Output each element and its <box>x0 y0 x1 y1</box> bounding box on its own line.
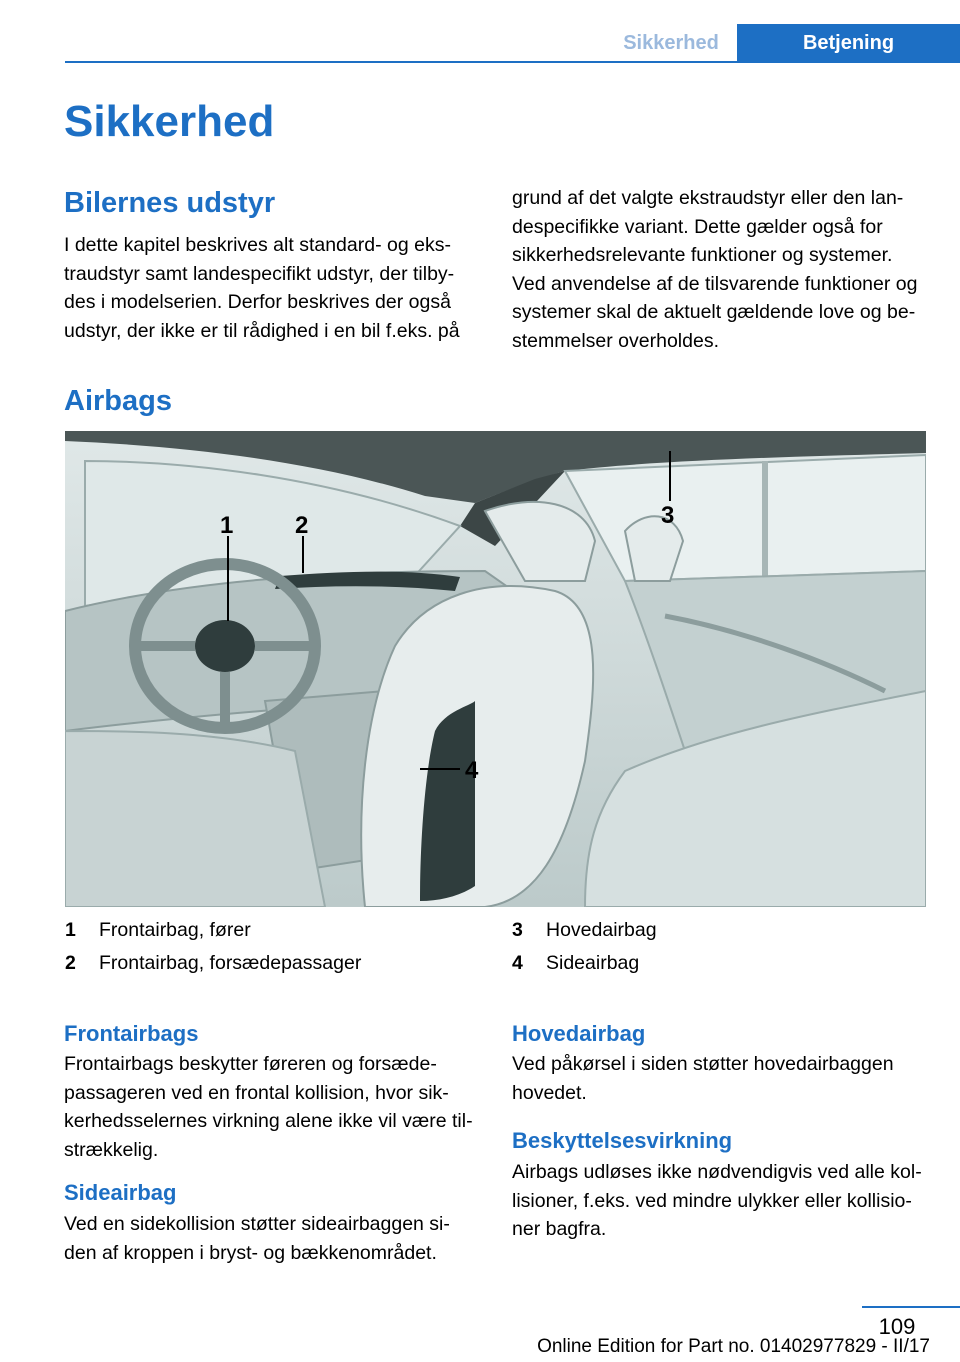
text-line: systemer skal de aktuelt gældende love og be‐ <box>512 301 916 323</box>
legend-text: Frontairbag, forsædepassager <box>99 952 362 974</box>
text-line: kerhedsselernes virkning alene ikke vil være til‐ <box>64 1110 473 1132</box>
car-interior-drawing <box>65 431 926 907</box>
legend-number: 2 <box>65 952 76 974</box>
text-line: Ved påkørsel i siden støtter hovedairbaggen <box>512 1053 894 1075</box>
text-line: passageren ved en frontal kollision, hvor sik‐ <box>64 1081 449 1104</box>
hovedairbag-text <box>512 1050 894 1107</box>
text-line: grund af det valgte ekstraudstyr eller den lan‐ <box>512 187 904 209</box>
text-line: traudstyr samt landespecifikt udstyr, der tilby‐ <box>64 262 455 285</box>
heading-bilernes-udstyr: Bilernes udstyr <box>64 187 276 219</box>
heading-beskyttelsesvirkning: Beskyttelsesvirkning <box>512 1128 733 1153</box>
page-title: Sikkerhed <box>64 97 275 146</box>
callout-label-4: 4 <box>465 757 479 784</box>
text-line: I dette kapitel beskrives alt standard- og eks‐ <box>64 234 451 256</box>
text-line: sikkerhedsrelevante funktioner og systemer. <box>512 244 893 266</box>
equipment-text-col1 <box>64 231 460 345</box>
callout-label-1: 1 <box>220 512 234 539</box>
side-window <box>565 455 926 581</box>
legend-number: 4 <box>512 952 523 974</box>
equipment-text-col2 <box>512 184 917 355</box>
text-line: Ved en sidekollision støtter sideairbaggen si‐ <box>64 1213 450 1235</box>
legend-number: 1 <box>65 919 76 941</box>
legend-text: Sideairbag <box>546 952 640 974</box>
footer-rule <box>862 1306 960 1308</box>
text-line: despecifikke variant. Dette gælder også for <box>512 215 883 238</box>
beskyttelse-text <box>512 1158 922 1244</box>
text-line: Frontairbags beskytter føreren og forsæde‐ <box>64 1053 437 1075</box>
legend-right <box>512 914 657 980</box>
heading-airbags: Airbags <box>64 385 172 417</box>
airbag-illustration <box>65 431 926 907</box>
text-line: des i modelserien. Derfor beskrives der også <box>64 291 451 313</box>
heading-hovedairbag: Hovedairbag <box>512 1021 646 1046</box>
tab-betjening[interactable]: Betjening <box>737 24 960 62</box>
legend-text: Frontairbag, fører <box>99 919 251 941</box>
legend-left <box>65 914 361 980</box>
text-line: strækkelig. <box>64 1138 159 1161</box>
text-line: Ved anvendelse af de tilsvarende funktioner og <box>512 272 918 295</box>
heading-frontairbags: Frontairbags <box>64 1021 199 1046</box>
legend-item <box>65 914 361 947</box>
text-line: hovedet. <box>512 1081 587 1104</box>
legend-item <box>65 947 361 980</box>
text-line: Airbags udløses ikke nødvendigvis ved alle kol‐ <box>512 1161 922 1183</box>
legend-number: 3 <box>512 919 523 941</box>
text-line: ner bagfra. <box>512 1218 607 1240</box>
heading-sideairbag: Sideairbag <box>64 1180 177 1205</box>
header-rule <box>65 61 960 63</box>
tab-sikkerhed[interactable]: Sikkerhed <box>623 32 719 54</box>
driver-airbag-highlight <box>195 620 255 672</box>
edition-footer: Online Edition for Part no. 01402977829 - II/17 <box>537 1336 930 1357</box>
text-line: stemmelser overholdes. <box>512 329 719 352</box>
text-line: lisioner, f.eks. ved mindre ulykker eller kollisio‐ <box>512 1189 912 1212</box>
floor <box>65 731 325 907</box>
callout-label-3: 3 <box>661 502 675 529</box>
text-line: udstyr, der ikke er til rådighed i en bil f.eks. på <box>64 319 460 342</box>
page-header <box>0 0 960 62</box>
sideairbag-text <box>64 1210 450 1267</box>
frontairbags-text <box>64 1050 473 1164</box>
legend-item <box>512 947 657 980</box>
legend-text: Hovedairbag <box>546 919 657 941</box>
callout-label-2: 2 <box>295 512 309 539</box>
text-line: den af kroppen i bryst- og bækkenområdet. <box>64 1241 437 1264</box>
legend-item <box>512 914 657 947</box>
page-number: 109 <box>878 1314 916 1339</box>
